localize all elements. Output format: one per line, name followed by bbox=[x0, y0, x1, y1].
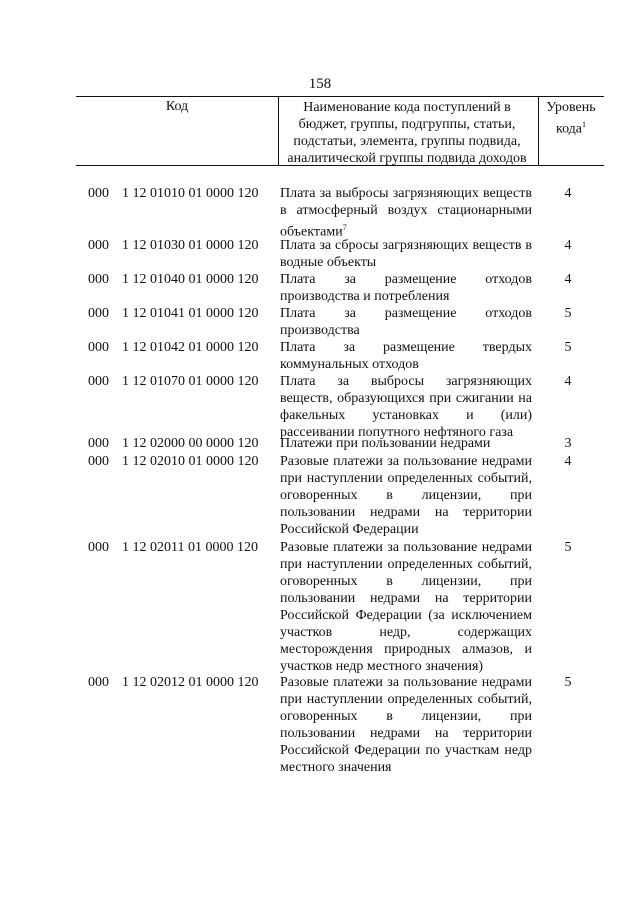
row-name-text: Разовые платежи за пользование недрами при наступлении определенных событий, оговоренных в лицензии, при пользовании недрами на территории Российской Федерации bbox=[280, 454, 532, 537]
header-name: Наименование кода поступлений в бюджет, группы, подгруппы, статьи, подстатьи, элемента, группы подвида, аналитической группы подвида доходов bbox=[287, 100, 527, 166]
row-prefix: 000 bbox=[88, 306, 109, 321]
table-row bbox=[76, 237, 598, 271]
table-row bbox=[76, 339, 598, 373]
row-name-text: Плата за сбросы загрязняющих веществ в водные объекты bbox=[280, 238, 532, 270]
row-level: 4 bbox=[564, 454, 572, 469]
row-name bbox=[280, 674, 532, 776]
row-level: 4 bbox=[564, 374, 572, 389]
header-level-footnote: 1 bbox=[582, 120, 587, 129]
row-name-text: Плата за выбросы загрязняющих веществ в атмосферный воздух стационарными объектами bbox=[280, 186, 532, 240]
row-code: 1 12 02000 00 0000 120 bbox=[122, 436, 259, 451]
row-prefix: 000 bbox=[88, 540, 109, 555]
header-level-label: Уровень кода bbox=[546, 100, 596, 137]
row-name-text: Плата за размещение твердых коммунальных отходов bbox=[280, 340, 532, 372]
row-level: 4 bbox=[564, 238, 572, 253]
table-row bbox=[76, 271, 598, 305]
page-number: 158 bbox=[308, 76, 332, 92]
row-prefix: 000 bbox=[88, 272, 109, 287]
header-level bbox=[538, 99, 604, 138]
row-code: 1 12 01010 01 0000 120 bbox=[122, 186, 259, 201]
table-header bbox=[76, 96, 604, 166]
row-prefix: 000 bbox=[88, 675, 109, 690]
row-name bbox=[280, 435, 532, 452]
row-code: 1 12 01070 01 0000 120 bbox=[122, 374, 259, 389]
row-code: 1 12 01040 01 0000 120 bbox=[122, 272, 259, 287]
row-name bbox=[280, 271, 532, 305]
row-level: 5 bbox=[564, 675, 572, 690]
row-name bbox=[280, 453, 532, 538]
row-code: 1 12 02010 01 0000 120 bbox=[122, 454, 259, 469]
row-prefix: 000 bbox=[88, 186, 109, 201]
row-name-text: Разовые платежи за пользование недрами при наступлении определенных событий, оговоренных в лицензии, при пользовании недрами на территории Российской Федерации (за исключением участков недр, содержащих месторождения природных алмазов, и участков недр местного значения) bbox=[280, 540, 532, 674]
row-code: 1 12 01041 01 0000 120 bbox=[122, 306, 259, 321]
row-level: 4 bbox=[564, 186, 572, 201]
row-code: 1 12 02012 01 0000 120 bbox=[122, 675, 259, 690]
row-prefix: 000 bbox=[88, 436, 109, 451]
row-code: 1 12 02011 01 0000 120 bbox=[122, 540, 258, 555]
row-name bbox=[280, 185, 532, 241]
row-level: 5 bbox=[564, 306, 572, 321]
row-prefix: 000 bbox=[88, 340, 109, 355]
row-name-text: Плата за выбросы загрязняющих веществ, образующихся при сжигании на факельных установках и (или) рассеивании попутного нефтяного газа bbox=[280, 374, 532, 440]
row-name bbox=[280, 237, 532, 271]
row-name bbox=[280, 539, 532, 675]
table-row bbox=[76, 435, 598, 452]
table-row bbox=[76, 539, 598, 675]
row-footnote: 7 bbox=[342, 223, 347, 232]
row-code: 1 12 01042 01 0000 120 bbox=[122, 340, 259, 355]
table-row bbox=[76, 453, 598, 538]
row-prefix: 000 bbox=[88, 238, 109, 253]
table-row bbox=[76, 373, 598, 441]
row-code: 1 12 01030 01 0000 120 bbox=[122, 238, 259, 253]
row-level: 5 bbox=[564, 540, 572, 555]
row-name-text: Плата за размещение отходов производства и потребления bbox=[280, 272, 532, 304]
row-name-text: Платежи при пользовании недрами bbox=[280, 436, 491, 451]
row-prefix: 000 bbox=[88, 374, 109, 389]
row-name bbox=[280, 373, 532, 441]
row-level: 4 bbox=[564, 272, 572, 287]
row-name bbox=[280, 305, 532, 339]
row-name bbox=[280, 339, 532, 373]
row-name-text: Плата за размещение отходов производства bbox=[280, 306, 532, 338]
table-row bbox=[76, 674, 598, 776]
row-name-text: Разовые платежи за пользование недрами при наступлении определенных событий, оговоренных в лицензии, при пользовании недрами на территории Российской Федерации по участкам недр местного значения bbox=[280, 675, 532, 775]
header-code: Код bbox=[165, 99, 189, 114]
row-prefix: 000 bbox=[88, 454, 109, 469]
row-level: 5 bbox=[564, 340, 572, 355]
table-row bbox=[76, 185, 598, 241]
row-level: 3 bbox=[564, 436, 572, 451]
table-row bbox=[76, 305, 598, 339]
